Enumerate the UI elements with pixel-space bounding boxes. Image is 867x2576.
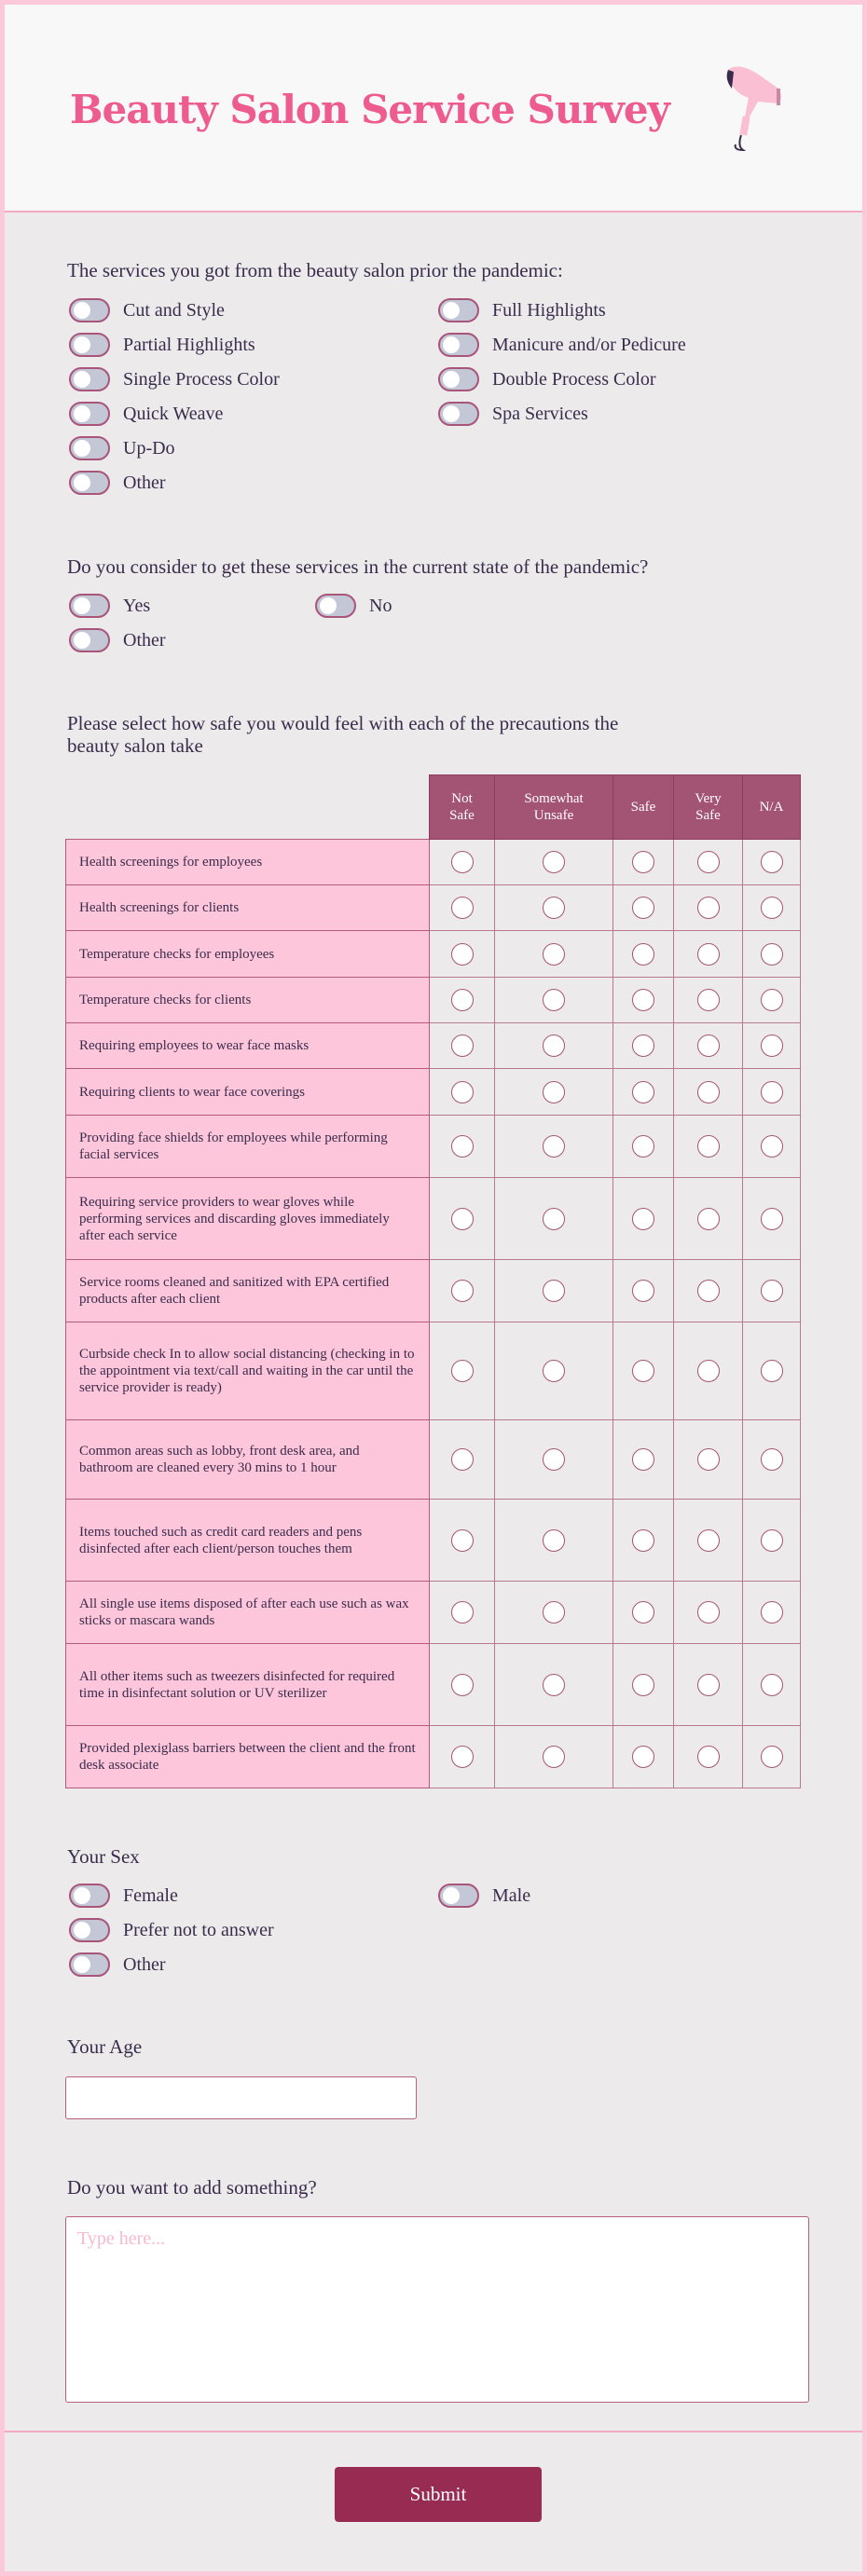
service-option[interactable] xyxy=(69,333,255,357)
radio-button[interactable] xyxy=(543,1280,565,1302)
row-label: Health screenings for clients xyxy=(66,885,430,931)
row-label: Temperature checks for clients xyxy=(66,978,430,1023)
radio-button[interactable] xyxy=(761,1360,783,1382)
radio-cell xyxy=(495,1178,613,1260)
toggle-switch[interactable] xyxy=(69,402,110,426)
table-row xyxy=(66,885,801,931)
radio-button[interactable] xyxy=(543,1208,565,1230)
option-label: No xyxy=(369,595,392,616)
radio-cell xyxy=(495,1116,613,1178)
radio-button[interactable] xyxy=(632,1529,654,1552)
radio-button[interactable] xyxy=(632,1448,654,1471)
radio-button[interactable] xyxy=(697,1280,720,1302)
radio-button[interactable] xyxy=(451,1135,474,1158)
option-label: Cut and Style xyxy=(123,299,225,321)
radio-cell xyxy=(674,1582,743,1644)
radio-button[interactable] xyxy=(543,1746,565,1768)
radio-button[interactable] xyxy=(697,989,720,1011)
radio-button[interactable] xyxy=(632,1601,654,1624)
table-row xyxy=(66,1178,801,1260)
radio-cell xyxy=(743,1178,801,1260)
radio-cell xyxy=(743,1069,801,1116)
table-row xyxy=(66,1644,801,1726)
table-row xyxy=(66,978,801,1023)
radio-button[interactable] xyxy=(632,989,654,1011)
option-label: Single Process Color xyxy=(123,368,280,390)
radio-cell xyxy=(495,978,613,1023)
row-label: Provided plexiglass barriers between the client and the front desk associate xyxy=(66,1726,430,1788)
radio-button[interactable] xyxy=(697,851,720,873)
service-option[interactable] xyxy=(69,402,223,426)
empty-corner xyxy=(66,775,430,840)
radio-button[interactable] xyxy=(697,1674,720,1696)
radio-button[interactable] xyxy=(451,1360,474,1382)
radio-cell xyxy=(743,1116,801,1178)
option-yes[interactable] xyxy=(69,594,150,618)
radio-cell xyxy=(613,885,674,931)
radio-button[interactable] xyxy=(761,943,783,966)
radio-button[interactable] xyxy=(697,1448,720,1471)
option-other-sex[interactable] xyxy=(69,1953,166,1977)
radio-cell xyxy=(674,1726,743,1788)
radio-button[interactable] xyxy=(697,1360,720,1382)
header-line: Not xyxy=(451,791,473,806)
radio-button[interactable] xyxy=(632,1081,654,1103)
radio-cell xyxy=(495,1322,613,1420)
radio-cell xyxy=(613,1500,674,1582)
toggle-switch[interactable] xyxy=(438,402,479,426)
radio-cell xyxy=(743,1023,801,1069)
radio-button[interactable] xyxy=(451,1208,474,1230)
toggle-switch[interactable] xyxy=(69,594,110,618)
radio-button[interactable] xyxy=(543,897,565,919)
column-header xyxy=(495,775,613,840)
option-label: Up-Do xyxy=(123,437,175,459)
safety-matrix xyxy=(65,774,801,1788)
radio-button[interactable] xyxy=(761,1601,783,1624)
toggle-switch[interactable] xyxy=(69,367,110,391)
radio-cell xyxy=(674,1023,743,1069)
page-title: Beauty Salon Service Survey xyxy=(70,87,670,132)
radio-button[interactable] xyxy=(697,1135,720,1158)
toggle-switch[interactable] xyxy=(69,471,110,495)
radio-cell xyxy=(743,885,801,931)
radio-cell xyxy=(674,885,743,931)
radio-cell xyxy=(674,1500,743,1582)
radio-button[interactable] xyxy=(451,1674,474,1696)
table-row xyxy=(66,1322,801,1420)
radio-cell xyxy=(674,1116,743,1178)
toggle-switch[interactable] xyxy=(69,628,110,652)
service-option[interactable] xyxy=(438,333,686,357)
radio-button[interactable] xyxy=(632,1280,654,1302)
service-option[interactable] xyxy=(438,298,606,322)
radio-button[interactable] xyxy=(697,1746,720,1768)
radio-cell xyxy=(430,1644,495,1726)
radio-button[interactable] xyxy=(543,851,565,873)
radio-button[interactable] xyxy=(451,943,474,966)
radio-cell xyxy=(743,1322,801,1420)
radio-button[interactable] xyxy=(543,1529,565,1552)
radio-button[interactable] xyxy=(632,897,654,919)
toggle-switch[interactable] xyxy=(69,298,110,322)
radio-cell xyxy=(495,1726,613,1788)
radio-cell xyxy=(613,1582,674,1644)
radio-button[interactable] xyxy=(697,1035,720,1057)
column-header xyxy=(613,775,674,840)
radio-cell xyxy=(674,1420,743,1500)
toggle-switch[interactable] xyxy=(69,436,110,460)
table-row xyxy=(66,1500,801,1582)
radio-cell xyxy=(495,885,613,931)
radio-button[interactable] xyxy=(632,943,654,966)
toggle-switch[interactable] xyxy=(69,333,110,357)
radio-cell xyxy=(743,1420,801,1500)
header-line: Very xyxy=(695,791,722,806)
service-option[interactable] xyxy=(438,402,588,426)
table-row xyxy=(66,1420,801,1500)
form-header xyxy=(5,5,862,212)
radio-button[interactable] xyxy=(632,1674,654,1696)
radio-button[interactable] xyxy=(543,943,565,966)
radio-cell xyxy=(613,1260,674,1322)
radio-cell xyxy=(613,1420,674,1500)
radio-cell xyxy=(495,1260,613,1322)
option-label: Female xyxy=(123,1884,178,1906)
radio-button[interactable] xyxy=(632,1135,654,1158)
table-row xyxy=(66,1260,801,1322)
radio-button[interactable] xyxy=(761,1208,783,1230)
radio-cell xyxy=(430,931,495,978)
radio-button[interactable] xyxy=(543,1081,565,1103)
row-label: Items touched such as credit card readers and pens disinfected after each client/person touches them xyxy=(66,1500,430,1582)
option-label: Prefer not to answer xyxy=(123,1919,274,1940)
radio-button[interactable] xyxy=(761,1746,783,1768)
radio-cell xyxy=(613,1116,674,1178)
column-header xyxy=(674,775,743,840)
radio-cell xyxy=(743,1644,801,1726)
toggle-switch[interactable] xyxy=(438,298,479,322)
radio-button[interactable] xyxy=(761,1135,783,1158)
radio-button[interactable] xyxy=(697,1601,720,1624)
table-row xyxy=(66,1726,801,1788)
radio-cell xyxy=(430,1420,495,1500)
radio-cell xyxy=(743,1260,801,1322)
radio-cell xyxy=(674,978,743,1023)
consider-question-label: Do you consider to get these services in the current state of the pandemic? xyxy=(67,555,649,578)
radio-button[interactable] xyxy=(697,943,720,966)
option-no[interactable] xyxy=(315,594,392,618)
radio-cell xyxy=(743,931,801,978)
radio-button[interactable] xyxy=(451,1280,474,1302)
radio-cell xyxy=(674,1322,743,1420)
radio-cell xyxy=(674,840,743,885)
radio-cell xyxy=(495,931,613,978)
header-line: N/A xyxy=(759,800,784,815)
radio-cell xyxy=(613,1726,674,1788)
radio-cell xyxy=(743,840,801,885)
radio-cell xyxy=(613,1069,674,1116)
service-option[interactable] xyxy=(69,471,166,495)
radio-cell xyxy=(430,1116,495,1178)
option-label: Quick Weave xyxy=(123,403,224,424)
table-row xyxy=(66,931,801,978)
option-label: Male xyxy=(492,1884,531,1906)
option-male[interactable] xyxy=(438,1884,530,1908)
toggle-switch[interactable] xyxy=(69,1918,110,1942)
column-header xyxy=(430,775,495,840)
option-label: Partial Highlights xyxy=(123,334,255,355)
radio-cell xyxy=(430,1023,495,1069)
row-label: Health screenings for employees xyxy=(66,840,430,885)
age-question-label: Your Age xyxy=(67,2035,143,2058)
service-option[interactable] xyxy=(438,367,656,391)
radio-cell xyxy=(743,1726,801,1788)
radio-button[interactable] xyxy=(761,897,783,919)
radio-cell xyxy=(613,840,674,885)
label-line: Please select how safe you would feel with each of the precautions the xyxy=(67,712,619,734)
toggle-switch[interactable] xyxy=(69,1953,110,1977)
toggle-switch[interactable] xyxy=(438,333,479,357)
radio-cell xyxy=(743,1582,801,1644)
header-line: Somewhat xyxy=(524,791,584,806)
table-row xyxy=(66,1582,801,1644)
radio-button[interactable] xyxy=(632,1035,654,1057)
option-prefer-not[interactable] xyxy=(69,1918,274,1942)
radio-button[interactable] xyxy=(761,1280,783,1302)
column-header xyxy=(743,775,801,840)
row-label: All single use items disposed of after each use such as wax sticks or mascara wands xyxy=(66,1582,430,1644)
radio-button[interactable] xyxy=(451,1601,474,1624)
radio-button[interactable] xyxy=(761,851,783,873)
row-label: Service rooms cleaned and sanitized with EPA certified products after each client xyxy=(66,1260,430,1322)
option-label: Double Process Color xyxy=(492,368,656,390)
radio-button[interactable] xyxy=(761,1035,783,1057)
row-label: Temperature checks for employees xyxy=(66,931,430,978)
radio-button[interactable] xyxy=(761,1081,783,1103)
option-label: Manicure and/or Pedicure xyxy=(492,334,686,355)
radio-cell xyxy=(495,1420,613,1500)
radio-button[interactable] xyxy=(632,851,654,873)
radio-cell xyxy=(430,978,495,1023)
radio-cell xyxy=(674,1069,743,1116)
row-label: Providing face shields for employees while performing facial services xyxy=(66,1116,430,1178)
divider xyxy=(5,2431,862,2432)
toggle-switch[interactable] xyxy=(69,1884,110,1908)
radio-cell xyxy=(430,1582,495,1644)
option-label: Spa Services xyxy=(492,403,588,424)
radio-cell xyxy=(495,1644,613,1726)
radio-cell xyxy=(743,978,801,1023)
radio-cell xyxy=(430,1069,495,1116)
radio-button[interactable] xyxy=(761,989,783,1011)
radio-cell xyxy=(430,1260,495,1322)
row-label: Requiring service providers to wear gloves while performing services and discarding gloves immediately after each service xyxy=(66,1178,430,1260)
radio-button[interactable] xyxy=(632,1746,654,1768)
radio-cell xyxy=(674,1178,743,1260)
option-label: Other xyxy=(123,629,166,651)
radio-button[interactable] xyxy=(451,1746,474,1768)
header-line: Safe xyxy=(630,800,656,815)
radio-cell xyxy=(430,885,495,931)
radio-button[interactable] xyxy=(451,1035,474,1057)
age-input[interactable] xyxy=(65,2076,417,2119)
radio-cell xyxy=(495,840,613,885)
radio-button[interactable] xyxy=(697,1081,720,1103)
option-female[interactable] xyxy=(69,1884,178,1908)
radio-button[interactable] xyxy=(543,1135,565,1158)
radio-button[interactable] xyxy=(697,1529,720,1552)
row-label: Common areas such as lobby, front desk area, and bathroom are cleaned every 30 mins to 1 hour xyxy=(66,1420,430,1500)
radio-cell xyxy=(495,1069,613,1116)
services-question-label: The services you got from the beauty salon prior the pandemic: xyxy=(67,259,563,281)
radio-cell xyxy=(430,1178,495,1260)
radio-button[interactable] xyxy=(543,989,565,1011)
radio-button[interactable] xyxy=(451,1448,474,1471)
submit-button[interactable]: Submit xyxy=(335,2467,542,2522)
header-line: Safe xyxy=(449,808,475,823)
radio-button[interactable] xyxy=(543,1674,565,1696)
header-line: Unsafe xyxy=(533,808,574,823)
radio-cell xyxy=(495,1500,613,1582)
radio-cell xyxy=(613,1178,674,1260)
radio-button[interactable] xyxy=(697,1208,720,1230)
radio-button[interactable] xyxy=(451,989,474,1011)
radio-cell xyxy=(495,1582,613,1644)
radio-cell xyxy=(674,1260,743,1322)
radio-cell xyxy=(613,931,674,978)
radio-button[interactable] xyxy=(451,851,474,873)
hair-dryer-icon xyxy=(721,61,795,163)
radio-cell xyxy=(613,1023,674,1069)
option-label: Yes xyxy=(123,595,151,616)
row-label: Curbside check In to allow social distancing (checking in to the appointment via text/call and waiting in the car until the service provider is ready) xyxy=(66,1322,430,1420)
radio-button[interactable] xyxy=(632,1208,654,1230)
radio-cell xyxy=(613,1644,674,1726)
table-row xyxy=(66,1116,801,1178)
sex-question-label: Your Sex xyxy=(67,1845,140,1868)
service-option[interactable] xyxy=(69,367,280,391)
radio-button[interactable] xyxy=(451,1529,474,1552)
radio-button[interactable] xyxy=(543,1448,565,1471)
radio-button[interactable] xyxy=(543,1601,565,1624)
table-row xyxy=(66,1023,801,1069)
table-row xyxy=(66,1069,801,1116)
radio-cell xyxy=(430,1726,495,1788)
service-option[interactable] xyxy=(69,436,175,460)
radio-button[interactable] xyxy=(632,1360,654,1382)
radio-button[interactable] xyxy=(543,1035,565,1057)
row-label: Requiring employees to wear face masks xyxy=(66,1023,430,1069)
radio-cell xyxy=(674,931,743,978)
radio-button[interactable] xyxy=(451,1081,474,1103)
radio-button[interactable] xyxy=(761,1448,783,1471)
radio-button[interactable] xyxy=(761,1674,783,1696)
option-label: Other xyxy=(123,1953,166,1975)
option-label: Full Highlights xyxy=(492,299,606,321)
toggle-switch[interactable] xyxy=(315,594,356,618)
label-line: beauty salon take xyxy=(67,734,203,757)
radio-button[interactable] xyxy=(543,1360,565,1382)
radio-cell xyxy=(613,1322,674,1420)
toggle-switch[interactable] xyxy=(438,367,479,391)
radio-cell xyxy=(613,978,674,1023)
radio-cell xyxy=(430,840,495,885)
row-label: All other items such as tweezers disinfected for required time in disinfectant solution or UV sterilizer xyxy=(66,1644,430,1726)
radio-button[interactable] xyxy=(697,897,720,919)
row-label: Requiring clients to wear face coverings xyxy=(66,1069,430,1116)
toggle-switch[interactable] xyxy=(438,1884,479,1908)
radio-button[interactable] xyxy=(761,1529,783,1552)
option-other[interactable] xyxy=(69,628,166,652)
radio-cell xyxy=(495,1023,613,1069)
comments-question-label: Do you want to add something? xyxy=(67,2176,317,2199)
comments-textarea[interactable]: Type here... xyxy=(65,2216,809,2403)
radio-cell xyxy=(430,1500,495,1582)
radio-button[interactable] xyxy=(451,897,474,919)
radio-cell xyxy=(674,1644,743,1726)
option-label: Other xyxy=(123,472,166,493)
radio-cell xyxy=(743,1500,801,1582)
radio-cell xyxy=(430,1322,495,1420)
table-row xyxy=(66,840,801,885)
header-line: Safe xyxy=(695,808,721,823)
service-option[interactable] xyxy=(69,298,225,322)
safety-question-label xyxy=(67,712,618,757)
